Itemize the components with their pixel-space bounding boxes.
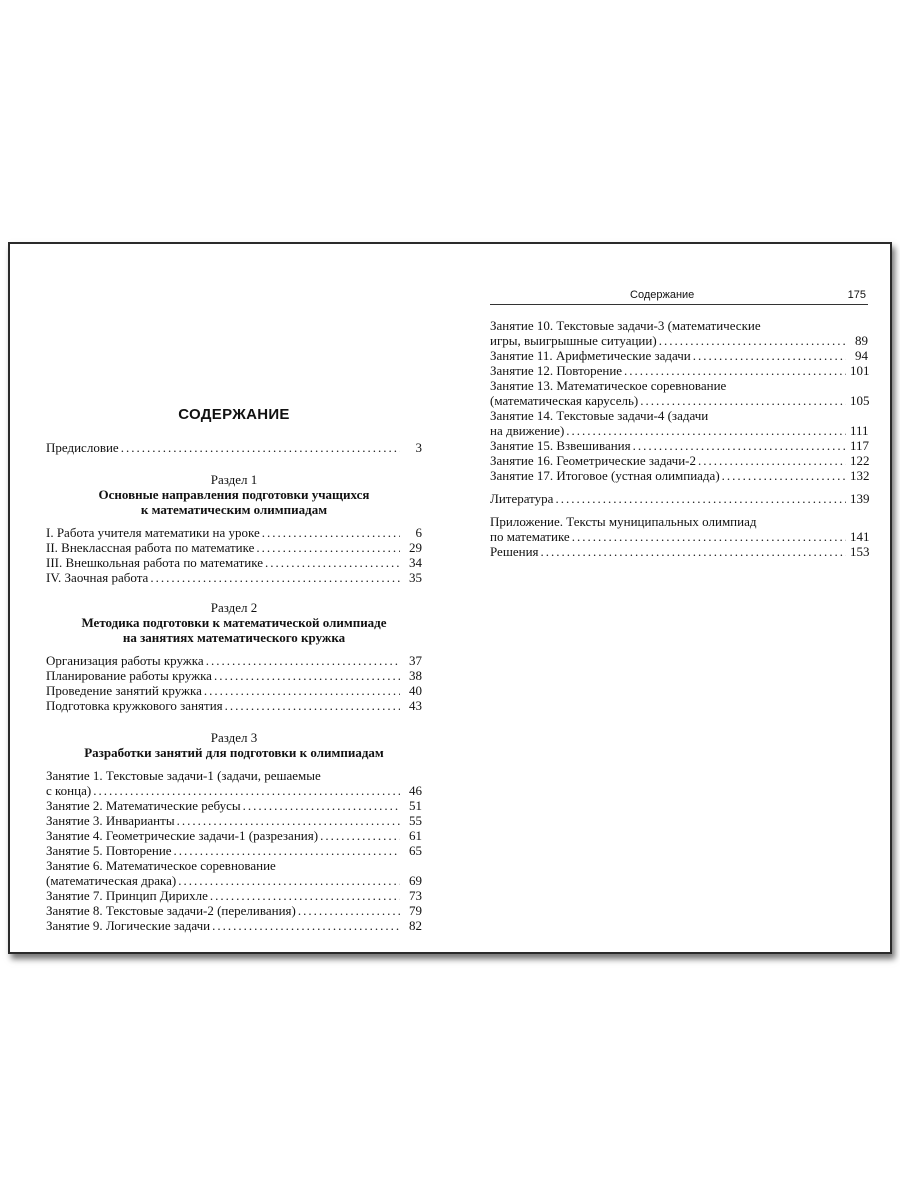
toc-entry[interactable]: Занятие 8. Текстовые задачи-2 (переливания) ..... 79: [46, 903, 422, 918]
literature-entry[interactable]: Литература ..... 139: [490, 491, 868, 506]
toc-entry[interactable]: II. Внеклассная работа по математике ..... 29: [46, 540, 422, 555]
toc-entry[interactable]: Проведение занятий кружка ..... 40: [46, 683, 422, 698]
section-label: Раздел 1: [210, 472, 258, 487]
section-1: [46, 472, 422, 585]
page-number: 175: [847, 289, 866, 301]
toc-entry[interactable]: Занятие 7. Принцип Дирихле ..... 73: [46, 888, 422, 903]
toc-entry[interactable]: IV. Заочная работа ..... 35: [46, 570, 422, 585]
toc-entry[interactable]: Занятие 15. Взвешивания ..... 117: [490, 438, 868, 453]
section-name: на занятиях математического кружка: [122, 630, 346, 645]
solutions-entry[interactable]: Решения ..... 153: [490, 544, 868, 559]
toc-entry[interactable]: Занятие 10. Текстовые задачи-3 (математические игры, выигрышные ситуации) ..... 89: [490, 318, 868, 348]
section-2: [46, 600, 422, 713]
appendix-entry[interactable]: Приложение. Тексты муниципальных олимпиад по математике ..... 141: [490, 514, 868, 544]
toc-entry[interactable]: Занятие 9. Логические задачи ..... 82: [46, 918, 422, 933]
toc-entry[interactable]: Занятие 4. Геометрические задачи-1 (разрезания) ..... 61: [46, 828, 422, 843]
toc-entry[interactable]: Занятие 17. Итоговое (устная олимпиада) ..... 132: [490, 468, 868, 483]
section-name: Основные направления подготовки учащихся: [98, 487, 370, 502]
section-3: [46, 730, 422, 933]
section-label: Раздел 3: [210, 730, 258, 745]
running-head: [490, 289, 868, 305]
entry-page: 3: [415, 440, 422, 455]
toc-entry[interactable]: Занятие 2. Математические ребусы ..... 51: [46, 798, 422, 813]
toc-entry[interactable]: Занятие 16. Геометрические задачи-2 ..... 122: [490, 453, 868, 468]
toc-entry[interactable]: Занятие 5. Повторение ..... 65: [46, 843, 422, 858]
toc-entry[interactable]: Занятие 1. Текстовые задачи-1 (задачи, решаемые с конца) ..... 46: [46, 768, 422, 798]
toc-entry[interactable]: Подготовка кружкового занятия ..... 43: [46, 698, 422, 713]
toc-entry[interactable]: III. Внешкольная работа по математике ..... 34: [46, 555, 422, 570]
section-name: Методика подготовки к математической олимпиаде: [81, 615, 387, 630]
section-name: Разработки занятий для подготовки к олимпиадам: [84, 745, 384, 760]
toc-entry[interactable]: Занятие 13. Математическое соревнование (математическая карусель) ..... 105: [490, 378, 868, 408]
book-spread: [8, 242, 892, 954]
toc-entry[interactable]: Занятие 3. Инварианты ..... 55: [46, 813, 422, 828]
toc-title: СОДЕРЖАНИЕ: [178, 406, 290, 423]
right-entries: [490, 318, 868, 559]
section-name: к математическим олимпиадам: [140, 502, 328, 517]
toc-entry[interactable]: Организация работы кружка ..... 37: [46, 653, 422, 668]
preface-entry[interactable]: [46, 440, 422, 455]
toc-entry[interactable]: Занятие 11. Арифметические задачи ..... 94: [490, 348, 868, 363]
toc-entry[interactable]: Планирование работы кружка ..... 38: [46, 668, 422, 683]
toc-entry[interactable]: Занятие 12. Повторение ..... 101: [490, 363, 868, 378]
toc-entry[interactable]: Занятие 14. Текстовые задачи-4 (задачи на движение) ..... 111: [490, 408, 868, 438]
section-label: Раздел 2: [210, 600, 258, 615]
entry-text: Предисловие: [46, 440, 119, 455]
toc-entry[interactable]: Занятие 6. Математическое соревнование (математическая драка) ..... 69: [46, 858, 422, 888]
running-head-title: Содержание: [630, 289, 695, 301]
toc-entry[interactable]: I. Работа учителя математики на уроке ..... 6: [46, 525, 422, 540]
